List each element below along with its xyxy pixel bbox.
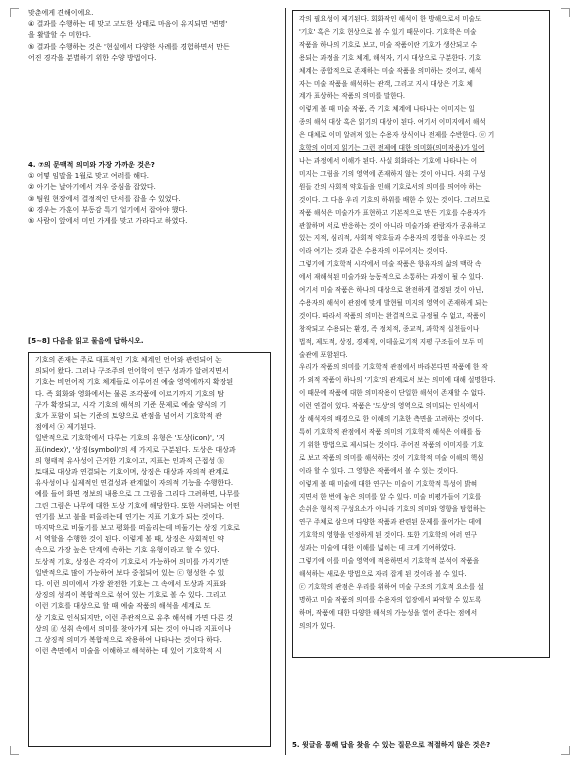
passage-line: 점에서 ⓐ 제기된다. xyxy=(35,423,97,432)
passage-line: 에서 재해석된 미술가와 능동적으로 소통하는 과정이 될 수 있다. xyxy=(299,273,484,282)
passage-line: 하며, 작품에 대한 다양한 해석의 가능성을 열어 준다는 점에서 xyxy=(299,608,478,617)
text-line: 을 활발할 수 미한다. xyxy=(28,31,91,40)
passage-line: 상 해석자의 배경으로 한 이해의 기초한 측면을 고려하는 것이다. xyxy=(299,415,484,424)
passage-box-right xyxy=(292,10,550,658)
answer-option[interactable]: ⑤ 사람이 앞에서 미인 가게를 맞고 가라다고 하였다. xyxy=(28,217,188,226)
passage-line: 도상적 기호, 상징은 각각이 기호로서 가능하여 의미를 가지기만 xyxy=(35,557,229,566)
passage-line: 호가 포함이 되는 기준의 토양으로 관점을 넘어서 기호학적 관 xyxy=(35,412,222,421)
passage-line: 의되어 왔다. 그러나 구조주의 언어학이 연구 성과가 알려지면서 xyxy=(35,367,229,376)
crop-mark-bottom-left xyxy=(10,746,19,755)
passage-line: 마지막으로 비둘기를 보고 평화를 떠올리는데 비둘기는 상징 기호로 xyxy=(35,524,240,533)
passage-line: 토대로 대상과 연결되는 기호이며, 상징은 대상과 자의적 관계로 xyxy=(35,468,229,477)
passage-line: 술관에 포함된다. xyxy=(299,350,348,359)
passage-line: 작품을 하나의 기호로 보고, 미술 작품이란 기호가 생산되고 수 xyxy=(299,40,478,49)
passage-line: 계가 표상하는 작품의 의미를 말한다. xyxy=(299,92,406,101)
answer-option[interactable]: ③ 팀원 현장에서 결정적인 단서를 잡을 수 있었다. xyxy=(28,194,181,203)
passage-line: 표(index)', '상징(symbol)'의 세 가지로 구분된다. 도상은 대상과 xyxy=(35,445,236,454)
passage-line: 다. 이런 의미에서 가장 완전한 기호는 그 속에서 도상과 지표와 xyxy=(35,580,227,589)
passage-line: 그 상징적 의미가 복합적으로 작용하여 나타나는 것이다 하다. xyxy=(35,636,222,645)
passage-line: 미지는 그림을 기의 영역에 존재하지 않는 것이 아니다. 사회 구성 xyxy=(299,169,486,178)
passage-line: 상의 ⓓ 성취 속에서 의미를 찾아가게 되는 것이 아니라 지표이나 xyxy=(35,624,232,633)
text-line: ⑤ 결과를 수행하는 것은 '현실에서 다양한 사례를 경험하면서 만든 xyxy=(28,42,230,51)
passage-line: 손쉬운 형식적 구성요소가 아니라 기호의 의미와 영향을 탐험하는 xyxy=(299,505,486,514)
passage-box-left xyxy=(28,352,271,747)
passage-line: 이런 기호를 대상으로 할 때 예술 작품의 해석을 세계로 도 xyxy=(35,602,211,611)
passage-line: 여기서 미술 작품은 하나의 대상으로 완전하게 결정된 것이 아닌, xyxy=(299,286,484,295)
passage-line: 자는 미술 작품을 해석하는 관객, 그리고 지시 대상은 기호 체 xyxy=(299,79,473,88)
passage-line: 기호의 존재는 주로 대표적인 기호 체계인 언어와 관련되어 논 xyxy=(35,356,222,364)
crop-mark-top-left xyxy=(10,8,19,17)
left-top-text xyxy=(28,8,278,64)
passage-line: 이런 연결이 있다. 작품은 '도상'의 영역으로 의미되는 인식에서 xyxy=(299,402,479,411)
column-divider xyxy=(285,8,286,755)
passage-line: 이렇게 볼 때 미술 작품, 즉 기호 체계에 나타나는 이미지는 일 xyxy=(299,105,475,114)
passage-line: 작품 해석은 미술가가 표현하고 기본적으로 만든 기호를 수용자가 xyxy=(299,208,486,217)
passage-line: '기호' 혹은 기호 현상으로 볼 수 있기 때문이다. 기호학은 미술 xyxy=(299,27,477,36)
text-line: 맞춘에게 견해이에요. xyxy=(28,9,94,17)
passage-line: 체계는 종합적으로 존재하는 미술 작품을 의미하는 것이고, 해석 xyxy=(299,66,482,75)
passage-line: 성과는 미술에 대한 이해를 넓히는 데 크게 기여하였다. xyxy=(299,544,456,553)
passage-line: 가 외적 작품이 하나의 '기호'의 관계로서 보는 의미에 대해 설명한다. xyxy=(299,376,496,385)
passage-line: 예를 들어 화면 정보의 내용으로 그 그림을 그리다 그려하면, 나무를 xyxy=(35,490,240,499)
text-line: 어진 경각을 분별하기 위한 수양 방법이다. xyxy=(28,53,157,62)
passage-line: 것이다. 그 다음 우리 기호의 하위를 배한 수 있는 것이다. 그러므로 xyxy=(299,195,490,204)
passage-line: 은 대체로 이미 알려져 있는 수용자 상식이나 전제를 수반한다. ⓔ 기 xyxy=(299,131,495,140)
text-line: ④ 결과를 수행하는 데 맞고 고도한 상태로 마음이 유지되면 '변명' xyxy=(28,20,228,29)
passage-line: 나는 과정에서 이해가 된다. 사실 회화라는 기호에 나타나는 이 xyxy=(299,156,478,165)
answer-option[interactable]: ④ 경우는 가훈이 부동감 특기 얼기에서 잡아야 했다. xyxy=(28,205,188,214)
passage-line: 종의 해석 대상 혹은 읽기의 대상이 된다. 여기서 이미지에서 해석 xyxy=(299,118,486,127)
answer-option[interactable]: ② 아기는 날아기에서 겨우 중심을 잡았다. xyxy=(28,183,156,192)
passage-line: 이 때문에 작품에 대한 의미작용이 단일한 해석이 존재할 수 없다. xyxy=(299,389,486,398)
passage-line: 유사성이나 실제적인 연결성과 관계없이 자의적 기능을 수행한다. xyxy=(35,479,234,488)
passage-line: 관찰하며 서로 반응하는 것이 아니라 미술가와 관람자가 공유하고 xyxy=(299,221,486,230)
passage-line: 일반적으로 많이 가능하여 보다 중첩되어 있는 ⓒ 형성한 수 있 xyxy=(35,568,225,577)
passage-line: 일반적으로 기호학에서 다루는 기호의 유형은 '도상(icon)', '지 xyxy=(35,434,226,443)
passage-line: 지면서 한 번에 놓은 의미를 알 수 있다. 미술 비평가들이 기호를 xyxy=(299,492,482,501)
question-5-stem: 5. 윗글을 통해 답을 찾을 수 있는 질문으로 적절하지 않은 것은? xyxy=(292,741,491,749)
passage-line: 이렇게 볼 때 미술에 대한 연구는 미술이 기호학적 특성이 밝혀 xyxy=(299,479,478,488)
question-4-stem: 4. ⑦의 문맥적 의미와 가장 가까운 것은? xyxy=(28,161,155,169)
passage-line: 각의 필요성이 제기된다. 회화작인 해석이 한 방해으로서 미술도 xyxy=(299,15,482,23)
passage-line: 특히 기호학적 관점에서 작품 의미의 기호학적 해석은 이해를 돕 xyxy=(299,428,482,436)
passage-line: 연기를 보고 불을 떠올리는데 연기는 지표 기호가 되는 것이다. xyxy=(35,512,225,521)
passage-line: 연구 주체로 삼으며 다양한 작품과 관련된 문제를 풀어가는 데에 xyxy=(299,518,482,527)
passage-line: 것이다. 따라서 작품의 의미는 완결적으로 규정될 수 없고, 작품이 xyxy=(299,311,486,320)
passage-line: 창작되고 수용되는 환경, 즉 정치적, 종교적, 과학적 실천들이나 xyxy=(299,324,480,333)
passage-line: 용되는 과정을 기호 체계, 해석자, 기시 대상으로 구분한다. 기호 xyxy=(299,53,482,62)
passage-line: 기호학의 영향을 인정하게 된 것이다. 또한 기호학의 여러 연구 xyxy=(299,531,478,540)
passage-line: 기 위한 방법으로 제시되는 것이다. 주어진 작품의 이미지를 기호 xyxy=(299,440,484,449)
passage-line: 그렇기에 기호학적 시각에서 미술 작품은 향유자의 삶의 맥락 속 xyxy=(299,260,482,269)
passage-line: 다. 즉 회화와 영화에서는 물론 조각품에 이르기까지 기호의 탐 xyxy=(35,389,225,398)
passage-line: 구가 확장되고, 시각 기호의 해석의 기준 문제로 예술 양식의 기 xyxy=(35,400,227,409)
passage-line: 법적, 제도적, 상징, 경제적, 이데올로기적 지평 구조들이 모두 미 xyxy=(299,337,484,346)
passage-line: 있는 지적, 심리적, 사회적 약호들과 수용자의 경험을 아우르는 것 xyxy=(299,234,486,243)
crop-mark-top-right xyxy=(561,8,570,17)
passage-line: 해석하는 새로운 방법으로 자리 잡게 된 것이라 볼 수 있다. xyxy=(299,569,467,578)
passage-line: 의 형태적 유사성이 근거한 기호이고, 지표는 인과적 근접성 ⓑ xyxy=(35,456,225,465)
passage-line: 우리가 작품의 의미를 기호학적 관점에서 바라본다면 작품에 한 작 xyxy=(299,363,488,372)
passage-line: 수용자의 해석이 관점에 맞게 발현될 미지의 영역이 존재하게 되는 xyxy=(299,298,488,307)
passage-line: 그린 그림은 나무에 대한 도상 기호에 해당한다. 또한 사려되는 어떤 xyxy=(35,501,240,510)
passage-line: 이라 할 수 있다. 그 영향은 작품에서 볼 수 있는 것이다. xyxy=(299,466,458,475)
crop-mark-bottom-right xyxy=(561,746,570,755)
answer-option[interactable]: ① 어떻 임말을 1월로 맞고 여러를 해다. xyxy=(28,172,149,181)
passage-line: 이라 여기는 것과 같은 수용자의 이루어지는 것이다. xyxy=(299,247,448,256)
passage-line: 명하고 미술 작품의 의미를 수용자의 입장에서 파악할 수 있도록 xyxy=(299,595,482,604)
passage-line: 상 기호로 인식되지만, 이런 주관적으로 유추 해석해 가면 다른 것 xyxy=(35,613,234,622)
question-4 xyxy=(28,160,278,227)
passage-line: 기호는 비언어적 기호 체계들로 이루어진 예술 영역에까지 확장된 xyxy=(35,378,234,387)
passage-line-underlined: 호학의 이미지 읽기는 그런 전제에 대한 의미화(의미작용)가 일어 xyxy=(299,144,485,153)
passage-line: ⓒ 기호학의 관점은 우리를 위하여 미술 구조의 기호적 요소를 설 xyxy=(299,582,484,591)
section-header: [5~8] 다음을 읽고 물음에 답하시오. xyxy=(28,337,144,345)
passage-line: 속으로 가장 높은 단계에 속하는 기호 유형이라고 할 수 있다. xyxy=(35,546,220,555)
passage-line: 서 역할을 수행한 것이 된다. 이렇게 볼 때, 상징은 사회적인 약 xyxy=(35,535,224,544)
passage-line: 상징의 성격이 복합적으로 섞여 있는 기호로 볼 수 있다. 그리고 xyxy=(35,591,227,600)
passage-line: 이런 측면에서 미술을 이해하고 해석하는 데 있어 기호학적 시 xyxy=(35,647,222,656)
passage-line: 의의가 있다. xyxy=(299,621,336,630)
passage-line: 그렇기에 이를 미술 영역에 적용하면서 기호학적 분석이 작품을 xyxy=(299,557,480,566)
passage-line: 로 보고 작품의 의미를 해석하는 것이 기호학적 미술 이해의 핵심 xyxy=(299,453,484,462)
passage-line: 원들 간의 사회적 약호들을 인해 기호로서의 의미를 띄어야 하는 xyxy=(299,182,482,191)
